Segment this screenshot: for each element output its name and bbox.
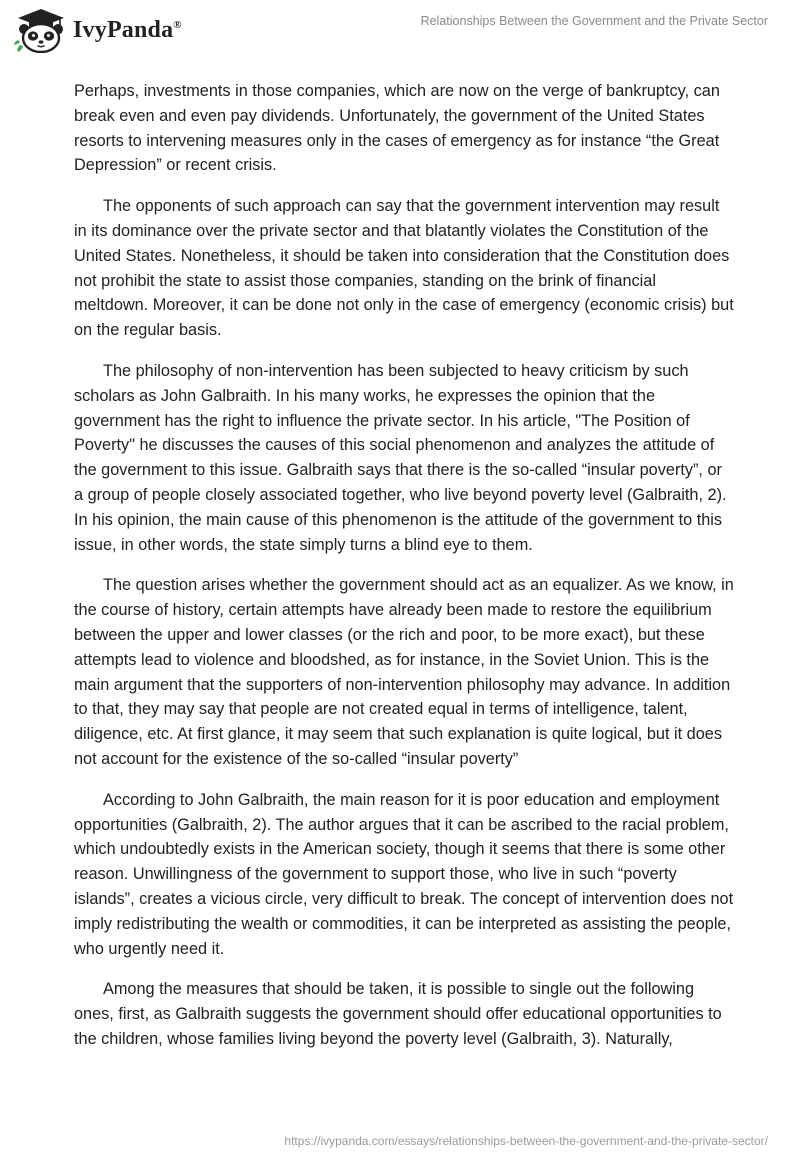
brand-logo[interactable] — [14, 7, 182, 53]
essay-paragraph: The question arises whether the government should act as an equalizer. As we know, in the course of history, certain attempts have already been made to restore the equilibrium between the upper and lower classes (or the rich and poor, to be more exact), but these attempts lead to violence and bloodshed, as for instance, in the Soviet Union. This is the main argument that the supporters of non-intervention philosophy may advance. In addition to that, they may say that people are not created equal in terms of intelligence, talent, diligence, etc. At first glance, it may seem that such explanation is quite logical, but it does not account for the existence of the so-called “insular poverty” — [74, 576, 734, 768]
essay-paragraph: According to John Galbraith, the main reason for it is poor education and employment opportunities (Galbraith, 2). The author argues that it can be ascribed to the racial problem, which undoubtedly exists in the American society, though it seems that there is some other reason. Unwillingness of the government to support those, who live in such “poverty islands”, creates a vicious circle, very difficult to break. The concept of intervention does not imply redistributing the wealth or commodities, it can be interpreted as assisting the people, who urgently need it. — [74, 790, 734, 958]
essay-paragraph: The philosophy of non-intervention has been subjected to heavy criticism by such scholars as John Galbraith. In his many works, he expresses the opinion that the government has the right to influence the private sector. In his article, "The Position of Poverty" he discusses the causes of this social phenomenon and analyzes the attitude of the government to this issue. Galbraith says that there is the so-called “insular poverty”, or a group of people closely associated together, who live beyond poverty level (Galbraith, 2). In his opinion, the main cause of this phenomenon is the attitude of the government to this issue, in other words, the state simply turns a blind eye to them. — [74, 361, 727, 554]
essay-paragraph: Among the measures that should be taken, it is possible to single out the following ones, first, as Galbraith suggests the government should offer educational opportunities to the children, whose families living beyond the poverty level (Galbraith, 3). Naturally, — [74, 980, 722, 1048]
page-header — [0, 0, 800, 64]
panda-graduate-icon — [14, 7, 68, 53]
essay-body — [74, 79, 734, 1068]
registered-mark: ® — [173, 18, 182, 31]
essay-paragraph: Perhaps, investments in those companies, which are now on the verge of bankruptcy, can break even and even pay dividends. Unfortunately, the government of the United States resorts to intervening measures only in the cases of emergency as for instance “the Great Depression” or recent crisis. — [74, 82, 720, 175]
source-url[interactable]: https://ivypanda.com/essays/relationships-between-the-government-and-the-private-sector/ — [284, 1134, 768, 1148]
essay-paragraph: The opponents of such approach can say that the government intervention may result in its dominance over the private sector and that blatantly violates the Constitution of the United States. Nonetheless, it should be taken into consideration that the Constitution does not prohibit the state to assist those companies, standing on the brink of financial meltdown. Moreover, it can be done not only in the case of emergency (economic crisis) but on the regular basis. — [74, 197, 734, 340]
brand-name: IvyPanda® — [73, 16, 182, 43]
document-title: Relationships Between the Government and the Private Sector — [420, 14, 768, 28]
